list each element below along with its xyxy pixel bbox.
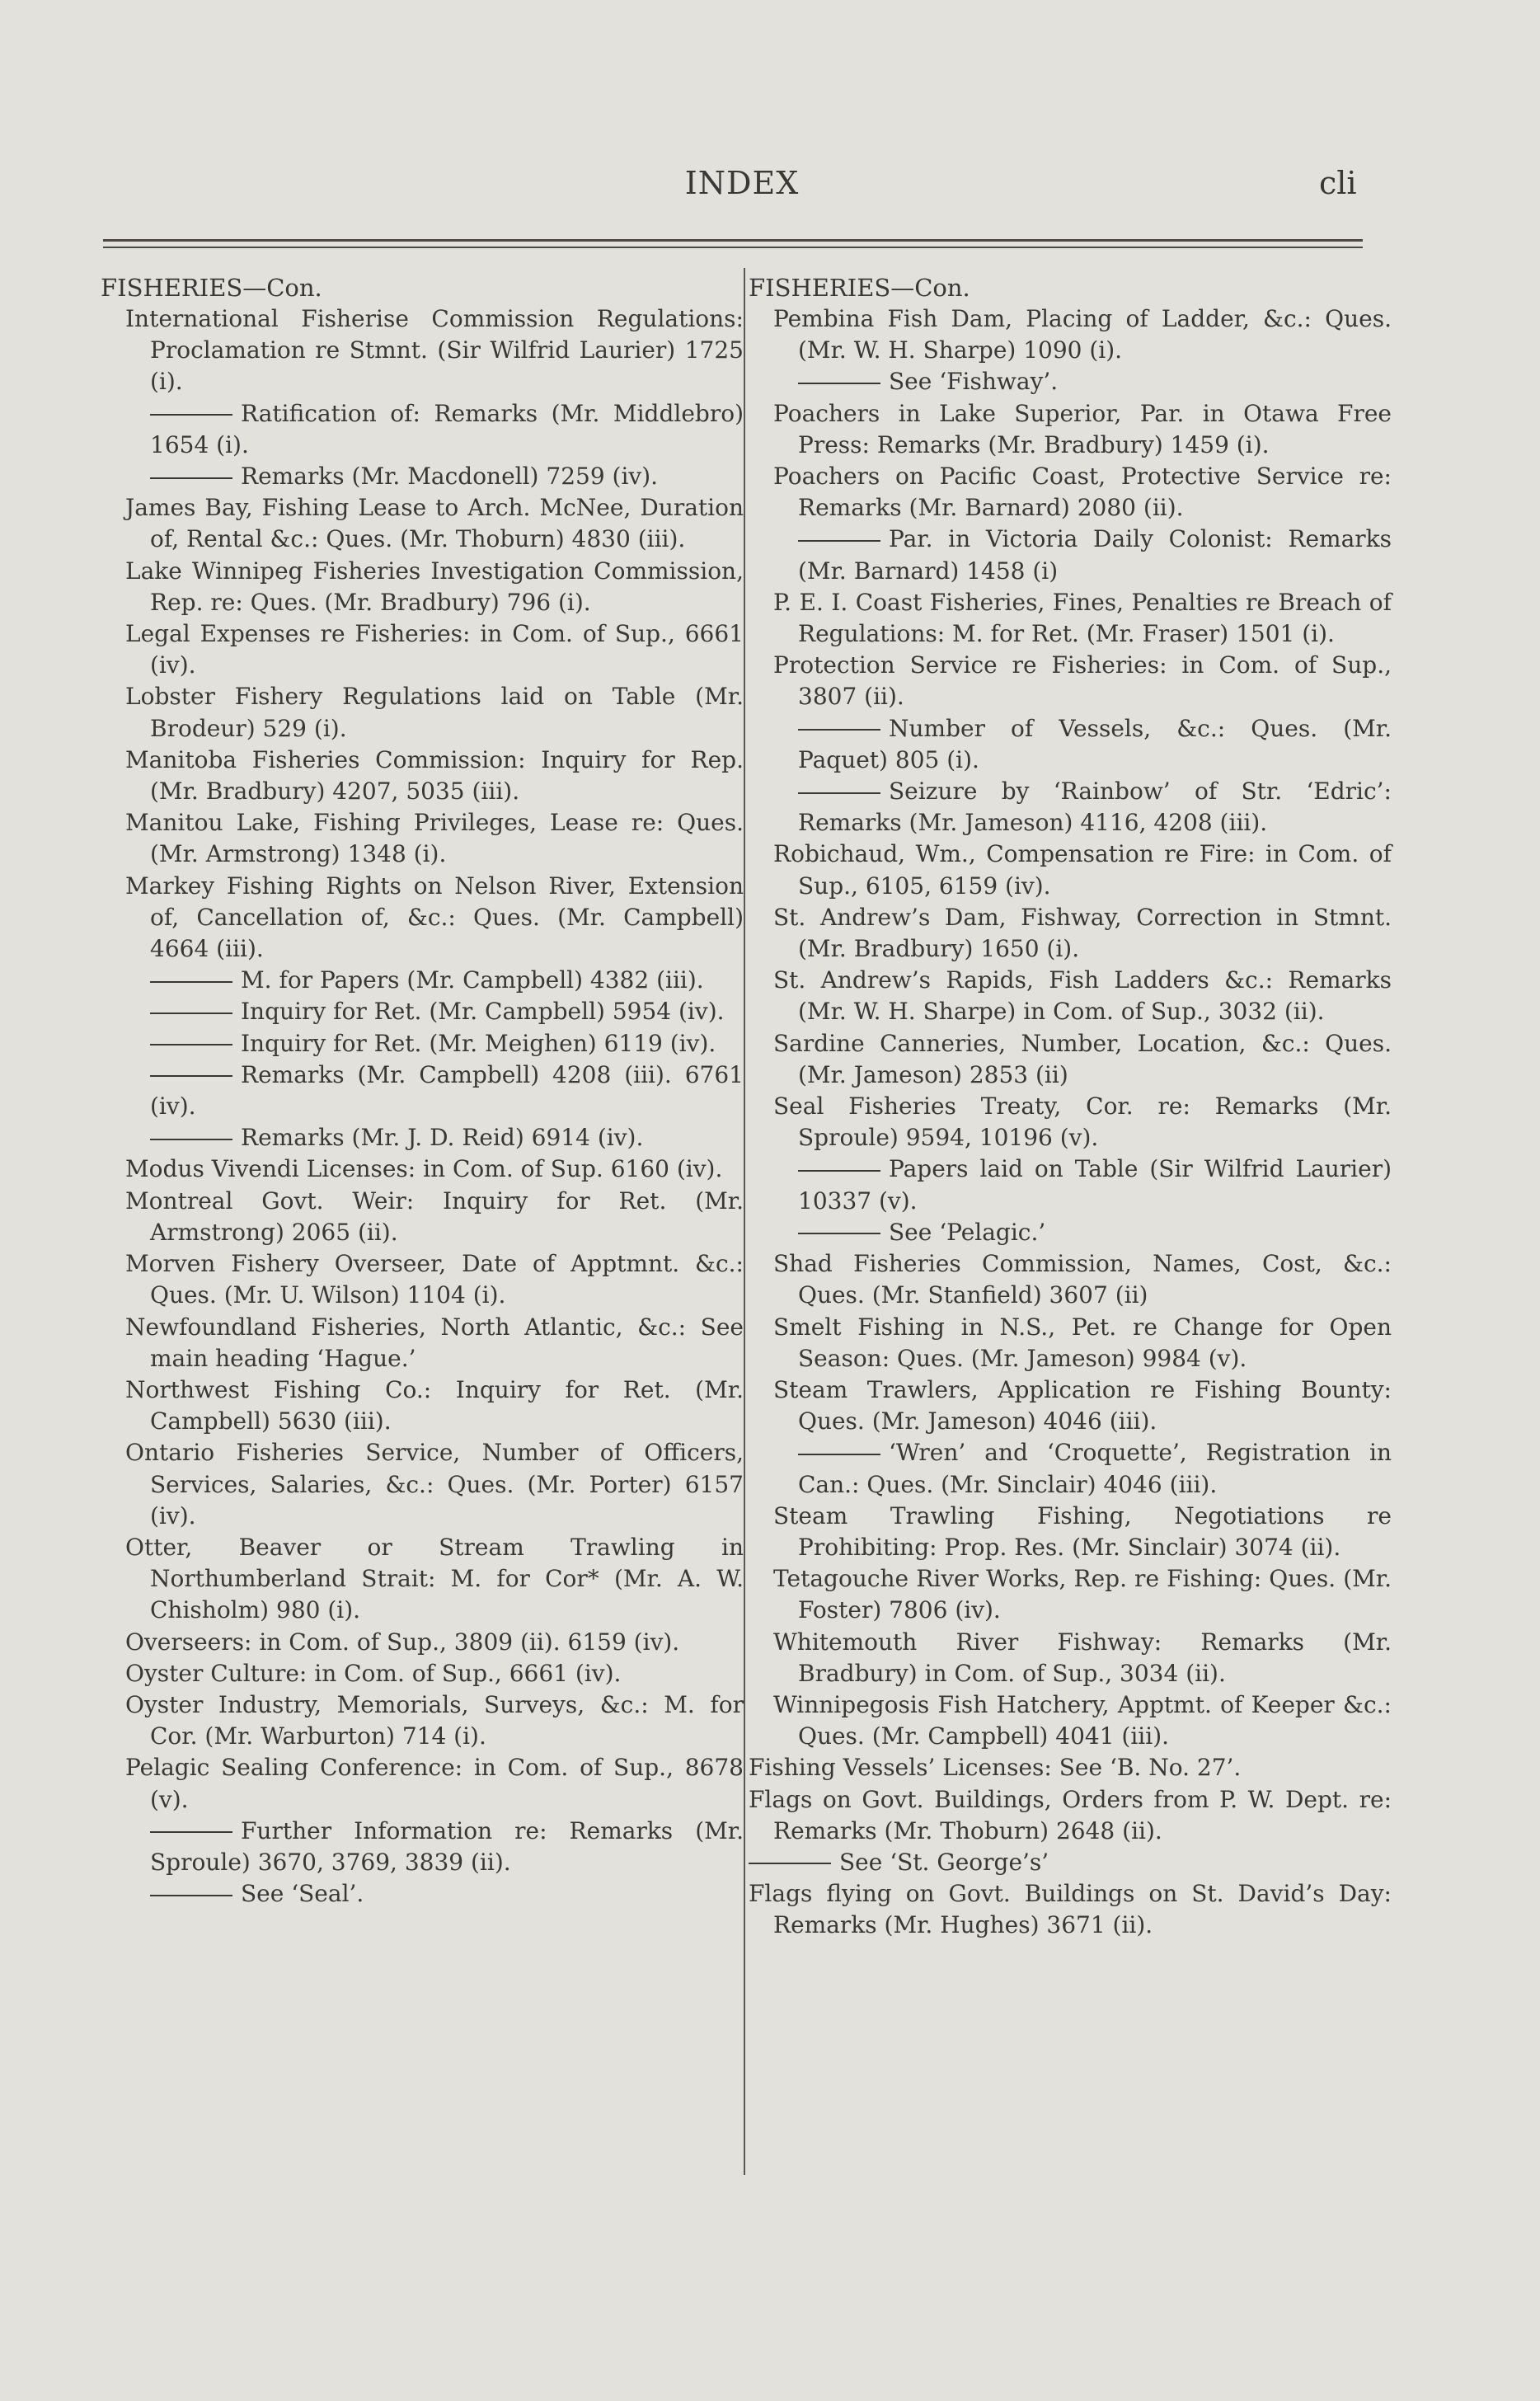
index-entry: Otter, Beaver or Stream Trawling in Northumberland Strait: M. for Cor* (Mr. A. W. Chisholm) 980 (i). [125,1533,744,1624]
index-entry: Shad Fisheries Commission, Names, Cost, &c.: Ques. (Mr. Stanfield) 3607 (ii) [773,1250,1392,1309]
index-entry: Whitemouth River Fishway: Remarks (Mr. Bradbury) in Com. of Sup., 3034 (ii). [773,1628,1392,1687]
index-entry: Robichaud, Wm., Compensation re Fire: in Com. of Sup., 6105, 6159 (iv). [773,840,1392,900]
repeat-dash [150,1139,232,1140]
index-subentry: Ratification of: Remarks (Mr. Middlebro) 1654 (i). [150,399,744,458]
index-subentry: Number of Vessels, &c.: Ques. (Mr. Paquet) 805 (i). [798,714,1392,773]
index-entry: Sardine Canneries, Number, Location, &c.: Ques. (Mr. Jameson) 2853 (ii) [773,1029,1392,1088]
index-entry: Smelt Fishing in N.S., Pet. re Change for Open Season: Ques. (Mr. Jameson) 9984 (v). [773,1313,1392,1372]
column-heading: FISHERIES—Con. [749,274,970,302]
repeat-dash [150,1831,232,1833]
index-entry: Modus Vivendi Licenses: in Com. of Sup. 6160 (iv). [125,1155,723,1183]
header-rule-top [103,239,1363,242]
column-heading: FISHERIES—Con. [101,274,322,302]
index-subentry: Inquiry for Ret. (Mr. Campbell) 5954 (iv). [101,996,744,1027]
index-entry: Northwest Fishing Co.: Inquiry for Ret. (Mr. Campbell) 5630 (iii). [125,1375,744,1435]
index-entry: Flags on Govt. Buildings, Orders from P. W. Dept. re: Remarks (Mr. Thoburn) 2648 (ii). [749,1785,1392,1844]
index-subentry: Par. in Victoria Daily Colonist: Remarks (Mr. Barnard) 1458 (i) [798,525,1392,585]
left-column [101,272,744,1910]
column-divider [744,268,745,2175]
index-entry: Ontario Fisheries Service, Number of Officers, Services, Salaries, &c.: Ques. (Mr. Porter) 6157 (iv). [125,1439,744,1529]
index-entry: Newfoundland Fisheries, North Atlantic, &c.: See main heading ‘Hague.’ [125,1313,744,1372]
repeat-dash [798,1233,880,1234]
repeat-dash [150,981,232,983]
index-subentry: Further Information re: Remarks (Mr. Sproule) 3670, 3769, 3839 (ii). [150,1816,744,1876]
index-entry: St. Andrew’s Dam, Fishway, Correction in Stmnt. (Mr. Bradbury) 1650 (i). [773,903,1392,963]
repeat-dash [150,1075,232,1077]
repeat-dash [150,477,232,479]
index-subentry: See ‘St. George’s’ [749,1847,1392,1878]
index-entry: Lake Winnipeg Fisheries Investigation Commission, Rep. re: Ques. (Mr. Bradbury) 796 (i). [125,557,744,616]
repeat-dash [749,1863,831,1864]
index-entry: Steam Trawling Fishing, Negotiations re Prohibiting: Prop. Res. (Mr. Sinclair) 3074 (ii). [773,1501,1392,1561]
header-rule-bottom [103,247,1363,248]
index-subentry: ‘Wren’ and ‘Croquette’, Registration in Can.: Ques. (Mr. Sinclair) 4046 (iii). [798,1439,1392,1498]
repeat-dash [798,1454,880,1455]
repeat-dash [798,383,880,384]
index-entry: James Bay, Fishing Lease to Arch. McNee, Duration of, Rental &c.: Ques. (Mr. Thoburn) 4830 (iii). [125,494,744,553]
repeat-dash [798,540,880,542]
index-entry: Lobster Fishery Regulations laid on Table (Mr. Brodeur) 529 (i). [125,683,744,742]
page-number: cli [1319,165,1357,201]
index-subentry: Seizure by ‘Rainbow’ of Str. ‘Edric’: Remarks (Mr. Jameson) 4116, 4208 (iii). [798,778,1392,837]
index-entry: St. Andrew’s Rapids, Fish Ladders &c.: Remarks (Mr. W. H. Sharpe) in Com. of Sup., 3032 (ii). [773,966,1392,1026]
index-entry: Protection Service re Fisheries: in Com. of Sup., 3807 (ii). [773,651,1392,711]
index-entry: Manitou Lake, Fishing Privileges, Lease re: Ques. (Mr. Armstrong) 1348 (i). [125,809,744,868]
index-entry: Montreal Govt. Weir: Inquiry for Ret. (Mr. Armstrong) 2065 (ii). [125,1186,744,1246]
index-subentry: Remarks (Mr. Campbell) 4208 (iii). 6761 (iv). [150,1060,744,1121]
index-entry: Oyster Industry, Memorials, Surveys, &c.: M. for Cor. (Mr. Warburton) 714 (i). [125,1690,744,1750]
index-entry: Poachers in Lake Superior, Par. in Otawa Free Press: Remarks (Mr. Bradbury) 1459 (i). [773,399,1392,458]
index-entry: Manitoba Fisheries Commission: Inquiry for Rep. (Mr. Bradbury) 4207, 5035 (iii). [125,745,744,806]
index-subentry: See ‘Seal’. [101,1878,744,1910]
running-title: INDEX [684,165,800,201]
repeat-dash [798,729,880,731]
index-entry: Flags flying on Govt. Buildings on St. David’s Day: Remarks (Mr. Hughes) 3671 (ii). [749,1880,1392,1939]
repeat-dash [150,414,232,416]
index-entry: Steam Trawlers, Application re Fishing Bounty: Ques. (Mr. Jameson) 4046 (iii). [773,1375,1392,1435]
index-entry: Winnipegosis Fish Hatchery, Apptmt. of Keeper &c.: Ques. (Mr. Campbell) 4041 (iii). [773,1690,1392,1750]
repeat-dash [798,792,880,794]
repeat-dash [798,1170,880,1172]
index-subentry: Remarks (Mr. Macdonell) 7259 (iv). [101,461,744,492]
index-entry: Morven Fishery Overseer, Date of Apptmnt. &c.: Ques. (Mr. U. Wilson) 1104 (i). [125,1250,744,1309]
index-entry: Legal Expenses re Fisheries: in Com. of Sup., 6661 (iv). [125,620,744,679]
index-entry: Pembina Fish Dam, Placing of Ladder, &c.: Ques. (Mr. W. H. Sharpe) 1090 (i). [773,305,1392,364]
index-subentry: See ‘Fishway’. [749,366,1392,397]
index-entry: Poachers on Pacific Coast, Protective Service re: Remarks (Mr. Barnard) 2080 (ii). [773,463,1392,522]
index-entry: Oyster Culture: in Com. of Sup., 6661 (iv). [125,1659,622,1687]
index-entry: International Fisherise Commission Regulations: Proclamation re Stmnt. (Sir Wilfrid Laurier) 1725 (i). [125,305,744,396]
index-subentry: Inquiry for Ret. (Mr. Meighen) 6119 (iv). [101,1028,744,1060]
index-entry: Fishing Vessels’ Licenses: See ‘B. No. 27’. [749,1754,1242,1782]
repeat-dash [150,1044,232,1045]
right-column [749,272,1392,1942]
repeat-dash [150,1013,232,1014]
index-entry: Overseers: in Com. of Sup., 3809 (ii). 6159 (iv). [125,1628,680,1656]
index-subentry: Papers laid on Table (Sir Wilfrid Laurier) 10337 (v). [798,1155,1392,1215]
index-entry: Pelagic Sealing Conference: in Com. of Sup., 8678 (v). [125,1754,744,1813]
index-entry: Markey Fishing Rights on Nelson River, Extension of, Cancellation of, &c.: Ques. (Mr. Campbell) 4664 (iii). [125,872,744,963]
index-subentry: See ‘Pelagic.’ [749,1217,1392,1248]
index-entry: P. E. I. Coast Fisheries, Fines, Penalties re Breach of Regulations: M. for Ret. (Mr. Fraser) 1501 (i). [773,588,1392,648]
index-subentry: Remarks (Mr. J. D. Reid) 6914 (iv). [101,1122,744,1154]
index-subentry: M. for Papers (Mr. Campbell) 4382 (iii). [101,965,744,996]
page-header [0,165,1540,214]
index-entry: Seal Fisheries Treaty, Cor. re: Remarks (Mr. Sproule) 9594, 10196 (v). [773,1092,1392,1152]
repeat-dash [150,1895,232,1896]
index-entry: Tetagouche River Works, Rep. re Fishing: Ques. (Mr. Foster) 7806 (iv). [773,1565,1392,1624]
